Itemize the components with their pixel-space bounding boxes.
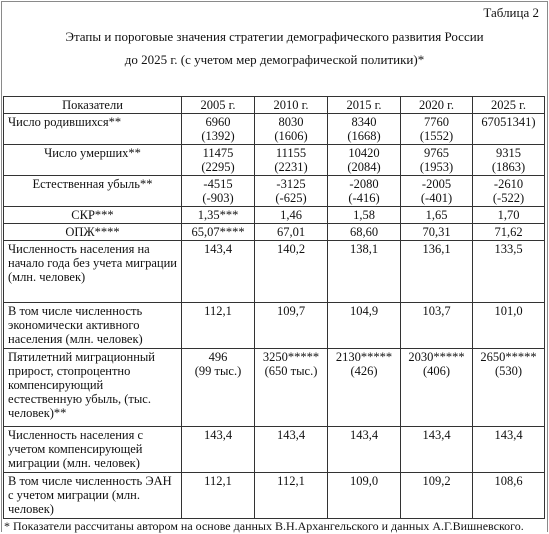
value-cell: 496 (99 тыс.) [182, 349, 255, 427]
header-year: 2015 г. [328, 97, 401, 114]
header-year: 2020 г. [401, 97, 473, 114]
table-row [4, 207, 545, 224]
header-year: 2010 г. [255, 97, 328, 114]
value-cell: 71,62 [473, 224, 545, 241]
table-row [4, 224, 545, 241]
table-number: Таблица 2 [483, 5, 539, 20]
header-row [4, 97, 545, 114]
value-cell: 2130***** (426) [328, 349, 401, 427]
value-cell: 1,65 [401, 207, 473, 224]
value-cell: 143,4 [182, 427, 255, 473]
value-cell: 2650***** (530) [473, 349, 545, 427]
value-cell: 11475 (2295) [182, 145, 255, 176]
value-cell: 109,0 [328, 473, 401, 519]
indicator-label: Естественная убыль** [4, 176, 182, 207]
value-cell: 3250***** (650 тыс.) [255, 349, 328, 427]
value-cell: 104,9 [328, 303, 401, 349]
value-cell: -3125 (-625) [255, 176, 328, 207]
table-row [4, 473, 545, 519]
value-cell: 112,1 [182, 473, 255, 519]
indicator-label: Число умерших** [4, 145, 182, 176]
value-cell: 2030***** (406) [401, 349, 473, 427]
value-cell: 136,1 [401, 241, 473, 303]
value-cell: 140,2 [255, 241, 328, 303]
table-row [4, 241, 545, 303]
value-cell: -2610 (-522) [473, 176, 545, 207]
value-cell: 1,35*** [182, 207, 255, 224]
header-year: 2005 г. [182, 97, 255, 114]
value-cell: 9765 (1953) [401, 145, 473, 176]
table-row [4, 145, 545, 176]
table-row [4, 114, 545, 145]
value-cell: 143,4 [255, 427, 328, 473]
value-cell: 109,2 [401, 473, 473, 519]
value-cell: 11155 (2231) [255, 145, 328, 176]
table-title-line-1: Этапы и пороговые значения стратегии демографического развития России [65, 29, 484, 44]
value-cell: 7760 (1552) [401, 114, 473, 145]
value-cell: 1,70 [473, 207, 545, 224]
value-cell: 6960 (1392) [182, 114, 255, 145]
value-cell: 70,31 [401, 224, 473, 241]
value-cell: 68,60 [328, 224, 401, 241]
value-cell: 143,4 [401, 427, 473, 473]
value-cell: 65,07**** [182, 224, 255, 241]
value-cell: 10420 (2084) [328, 145, 401, 176]
table-row [4, 176, 545, 207]
table-row [4, 427, 545, 473]
table-row [4, 349, 545, 427]
indicator-label: Численность населения с учетом компенсирующей миграции (млн. человек) [4, 427, 182, 473]
value-cell: 143,4 [473, 427, 545, 473]
value-cell: 67051341) [473, 114, 545, 145]
footnote: * Показатели рассчитаны автором на основе данных В.Н.Архангельского и данных А.Г.Вишневского. [4, 519, 524, 533]
value-cell: 133,5 [473, 241, 545, 303]
value-cell: 1,46 [255, 207, 328, 224]
value-cell: 9315 (1863) [473, 145, 545, 176]
indicator-label: ОПЖ**** [4, 224, 182, 241]
indicator-label: В том числе численность ЭАН с учетом миграции (млн. человек) [4, 473, 182, 519]
value-cell: 67,01 [255, 224, 328, 241]
value-cell: 8340 (1668) [328, 114, 401, 145]
header-indicator: Показатели [4, 97, 182, 114]
indicator-label: Численность населения на начало года без учета миграции (млн. человек) [4, 241, 182, 303]
header-year: 2025 г. [473, 97, 545, 114]
value-cell: -2005 (-401) [401, 176, 473, 207]
value-cell: 108,6 [473, 473, 545, 519]
indicator-label: Число родившихся** [4, 114, 182, 145]
value-cell: 143,4 [328, 427, 401, 473]
value-cell: 112,1 [255, 473, 328, 519]
value-cell: 143,4 [182, 241, 255, 303]
indicator-label: Пятилетний миграционный прирост, стопроцентно компенсирующий естественную убыль, (тыс. человек)** [4, 349, 182, 427]
value-cell: 109,7 [255, 303, 328, 349]
value-cell: -4515 (-903) [182, 176, 255, 207]
table-row [4, 303, 545, 349]
value-cell: 112,1 [182, 303, 255, 349]
value-cell: 8030 (1606) [255, 114, 328, 145]
table-title-line-2: до 2025 г. (с учетом мер демографической политики)* [124, 52, 425, 67]
value-cell: 101,0 [473, 303, 545, 349]
indicator-label: СКР*** [4, 207, 182, 224]
value-cell: 138,1 [328, 241, 401, 303]
value-cell: 103,7 [401, 303, 473, 349]
value-cell: -2080 (-416) [328, 176, 401, 207]
indicator-label: В том числе численность экономически активного населения (млн. человек) [4, 303, 182, 349]
value-cell: 1,58 [328, 207, 401, 224]
demography-table [3, 96, 545, 519]
